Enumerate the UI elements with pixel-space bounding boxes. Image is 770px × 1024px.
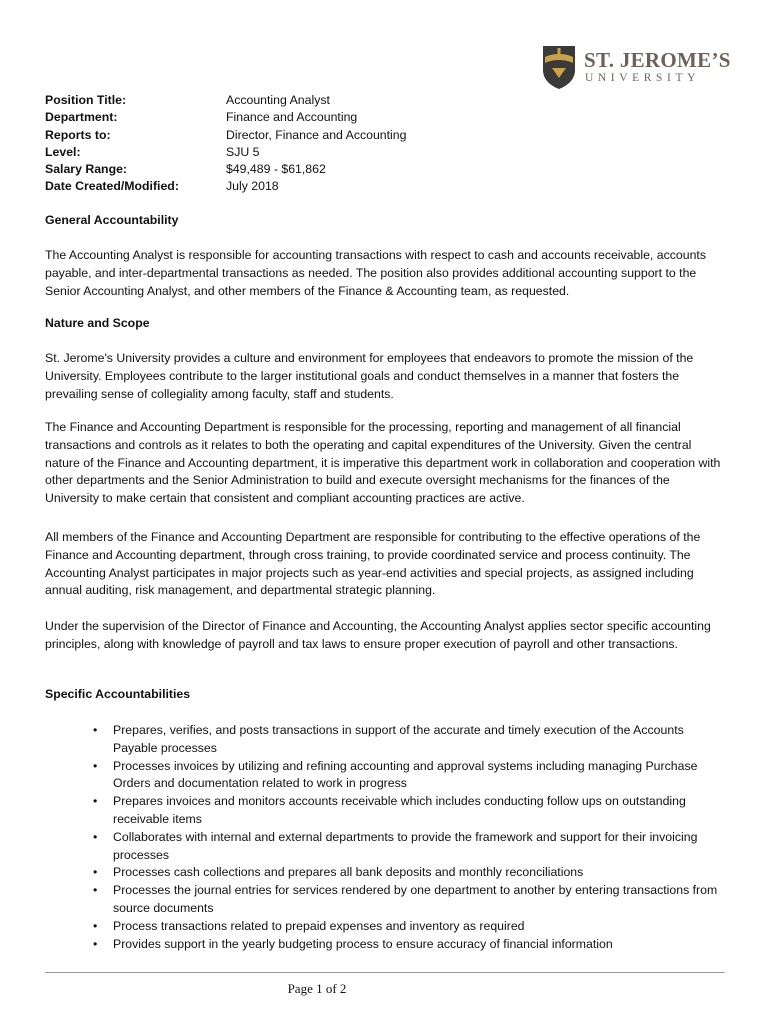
list-item: • Processes invoices by utilizing and refining accounting and approval systems including managing Purchase Orders and documentation related to work in progress — [45, 758, 725, 794]
university-logo — [541, 44, 731, 94]
list-item: • Prepares invoices and monitors accounts receivable which includes conducting follow ups on outstanding receivable items — [45, 793, 725, 829]
list-item: • Provides support in the yearly budgeting process to ensure accuracy of financial information — [45, 936, 725, 954]
specific-accountabilities-heading: Specific Accountabilities — [45, 687, 191, 701]
detail-row — [45, 92, 406, 109]
detail-value: Accounting Analyst — [226, 93, 330, 107]
detail-row — [45, 178, 406, 195]
detail-row — [45, 109, 406, 126]
list-item: • Prepares, verifies, and posts transactions in support of the accurate and timely execution of the Accounts Payable processes — [45, 722, 725, 758]
detail-value: SJU 5 — [226, 144, 260, 159]
nature-scope-paragraph: St. Jerome's University provides a culture and environment for employees that endeavors to promote the mission of the University. Employees contribute to the larger institutional goals and conduct themselves in a manner that fosters the prevailing sense of collegiality among faculty, staff and students. — [45, 351, 694, 401]
crest-shield-icon — [541, 44, 577, 90]
detail-value: Director, Finance and Accounting — [226, 127, 407, 142]
nature-scope-heading: Nature and Scope — [45, 316, 150, 330]
nature-scope-paragraph: The Finance and Accounting Department is responsible for the processing, reporting and management of all financial transactions and controls as it relates to both the operating and capital expenditures of the University. Given the central nature of the Finance and Accounting department, it is imperative this department work in collaboration and cooperation with other departments and the Senior Administration to build and execute oversight mechanisms for the finances of the University to make certain that consistent and compliant accounting practices are active. — [45, 420, 721, 506]
footer-divider — [45, 972, 725, 973]
detail-label: Level: — [45, 144, 81, 159]
detail-row — [45, 127, 406, 144]
accountabilities-list — [45, 722, 725, 953]
general-accountability-heading: General Accountability — [45, 213, 179, 227]
position-details — [45, 92, 406, 196]
nature-scope-paragraph: Under the supervision of the Director of Finance and Accounting, the Accounting Analyst applies sector specific accounting principles, along with knowledge of payroll and tax laws to ensure proper execution of payroll and other transactions. — [45, 619, 711, 651]
detail-value: $49,489 - $61,862 — [226, 162, 326, 177]
list-item: • Processes cash collections and prepares all bank deposits and monthly reconciliations — [45, 864, 725, 882]
detail-label: Reports to: — [45, 127, 111, 142]
list-item: • Process transactions related to prepaid expenses and inventory as required — [45, 918, 725, 936]
page-number: Page 1 of 2 — [287, 981, 347, 996]
logo-subtitle: UNIVERSITY — [585, 72, 700, 84]
detail-label: Salary Range: — [45, 162, 128, 177]
detail-row — [45, 144, 406, 161]
nature-scope-paragraph: All members of the Finance and Accounting Department are responsible for contributing to the effective operations of the Finance and Accounting department, through cross training, to provide coordinated service and process continuity. The Accounting Analyst participates in major projects such as year-end activities and special projects, as assigned including annual auditing, risk management, and departmental strategic planning. — [45, 530, 701, 598]
list-item: • Collaborates with internal and external departments to provide the framework and support for their invoicing processes — [45, 829, 725, 865]
detail-label: Department: — [45, 110, 118, 125]
detail-label: Position Title: — [45, 93, 127, 107]
logo-name: ST. JEROME’S — [584, 48, 731, 72]
detail-value: July 2018 — [226, 179, 279, 194]
detail-value: Finance and Accounting — [226, 110, 358, 125]
list-item: • Processes the journal entries for services rendered by one department to another by entering transactions from source documents — [45, 882, 725, 918]
general-accountability-text: The Accounting Analyst is responsible for accounting transactions with respect to cash and accounts receivable, accounts payable, and inter-departmental transactions as needed. The position also provides additional accounting support to the Senior Accounting Analyst, and other members of the Finance & Accounting team, as requested. — [45, 248, 706, 298]
detail-row — [45, 161, 406, 178]
detail-label: Date Created/Modified: — [45, 179, 179, 194]
